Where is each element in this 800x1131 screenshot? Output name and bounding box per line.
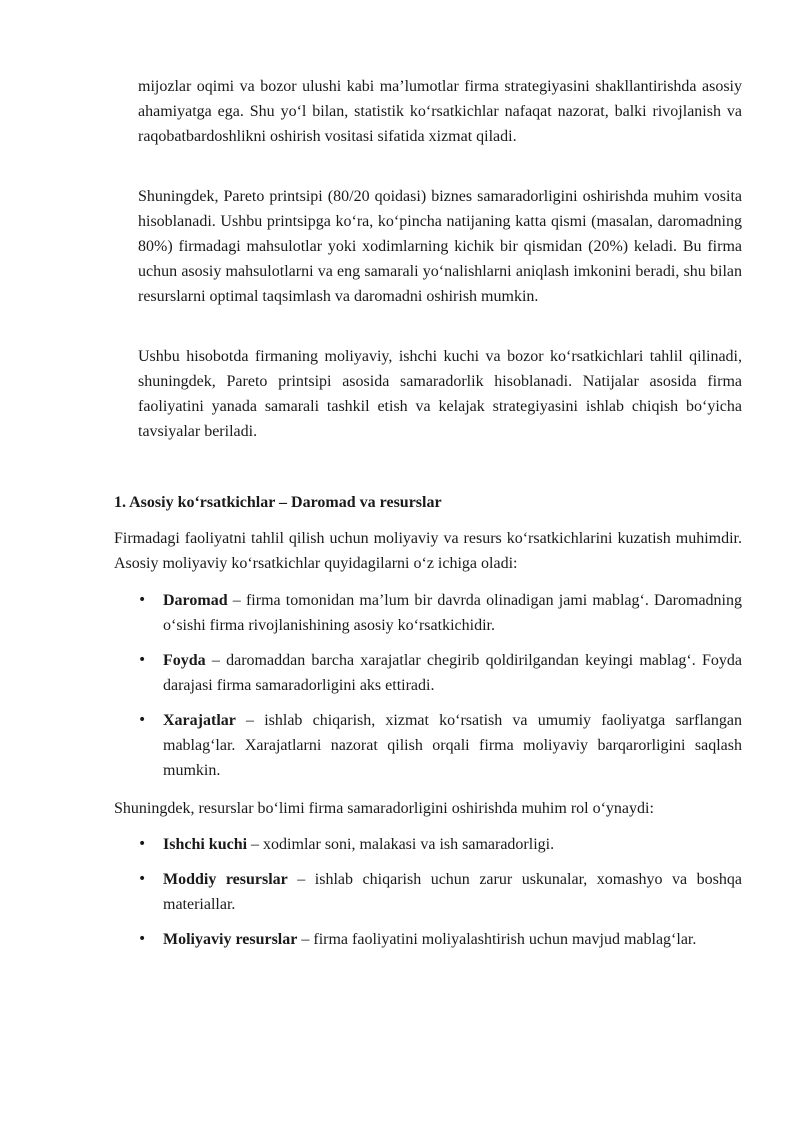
list-item-desc: – ishlab chiqarish, xizmat ko‘rsatish va umumiy faoliyatga sarflangan mablag‘lar. Xarajatlarni nazorat qilish orqali firma moliyaviy barqarorligini saqlash mumkin. bbox=[163, 712, 742, 779]
list-item-desc: – firma faoliyatini moliyalashtirish uchun mavjud mablag‘lar. bbox=[297, 931, 697, 948]
intro-paragraph-3: Ushbu hisobotda firmaning moliyaviy, ishchi kuchi va bozor ko‘rsatkichlari tahlil qilinadi, shuningdek, Pareto printsipi asosida samaradorlik hisoblanadi. Natijalar asosida firma faoliyatini yanada samarali tashkil etish va kelajak strategiyasini ishlab chiqish bo‘yicha tavsiyalar beriladi. bbox=[138, 348, 742, 440]
list-item-desc: – ishlab chiqarish uchun zarur uskunalar, xomashyo va boshqa materiallar. bbox=[163, 871, 743, 913]
intro-paragraph-2: Shuningdek, Pareto printsipi (80/20 qoidasi) biznes samaradorligini oshirishda muhim vosita hisoblanadi. Ushbu printsipga ko‘ra, ko‘pincha natijaning katta qismi (masalan, daromadning 80%) firmadagi mahsulotlar yoki xodimlarning kichik bir qismidan (20%) keladi. Bu firma uchun asosiy mahsulotlarni va eng samarali yo‘nalishlarni aniqlash imkonini beradi, shu bilan resurslarni optimal taqsimlash va daromadni oshirish mumkin. bbox=[138, 188, 742, 305]
list-item-term: Moliyaviy resurslar bbox=[163, 931, 298, 948]
intro-paragraph-1: mijozlar oqimi va bozor ulushi kabi ma’lumotlar firma strategiyasini shakllantirishda asosiy ahamiyatga ega. Shu yo‘l bilan, statistik ko‘rsatkichlar nafaqat nazorat, balki rivojlanish va raqobatbardoshlikni oshirish vositasi sifatida xizmat qiladi. bbox=[138, 78, 742, 145]
list-item-desc: – xodimlar soni, malakasi va ish samaradorligi. bbox=[247, 836, 555, 853]
list-item-term: Foyda bbox=[163, 652, 206, 669]
list-item bbox=[114, 867, 742, 917]
resources-list bbox=[114, 832, 742, 962]
list-item-desc: – daromaddan barcha xarajatlar chegirib qoldirilgandan keyingi mablag‘. Foyda darajasi firma samaradorligini aks ettiradi. bbox=[163, 652, 742, 694]
list-item bbox=[114, 927, 742, 952]
list-item bbox=[114, 648, 742, 698]
list-item-term: Xarajatlar bbox=[163, 712, 236, 729]
section-paragraph-1: Firmadagi faoliyatni tahlil qilish uchun moliyaviy va resurs ko‘rsatkichlarini kuzatish muhimdir. Asosiy moliyaviy ko‘rsatkichlar quyidagilarni o‘z ichiga oladi: bbox=[114, 530, 742, 572]
section-heading: 1. Asosiy ko‘rsatkichlar – Daromad va resurslar bbox=[114, 494, 442, 511]
list-item bbox=[114, 832, 742, 857]
list-item-desc: – firma tomonidan ma’lum bir davrda olinadigan jami mablag‘. Daromadning o‘sishi firma rivojlanishining asosiy ko‘rsatkichidir. bbox=[163, 592, 742, 634]
list-item-term: Daromad bbox=[163, 592, 228, 609]
list-item bbox=[114, 588, 742, 638]
list-item-term: Moddiy resurslar bbox=[163, 871, 288, 888]
list-item-term: Ishchi kuchi bbox=[163, 836, 248, 853]
financial-indicators-list bbox=[114, 588, 742, 793]
list-item bbox=[114, 708, 742, 783]
section-paragraph-2: Shuningdek, resurslar bo‘limi firma samaradorligini oshirishda muhim rol o‘ynaydi: bbox=[114, 800, 654, 817]
